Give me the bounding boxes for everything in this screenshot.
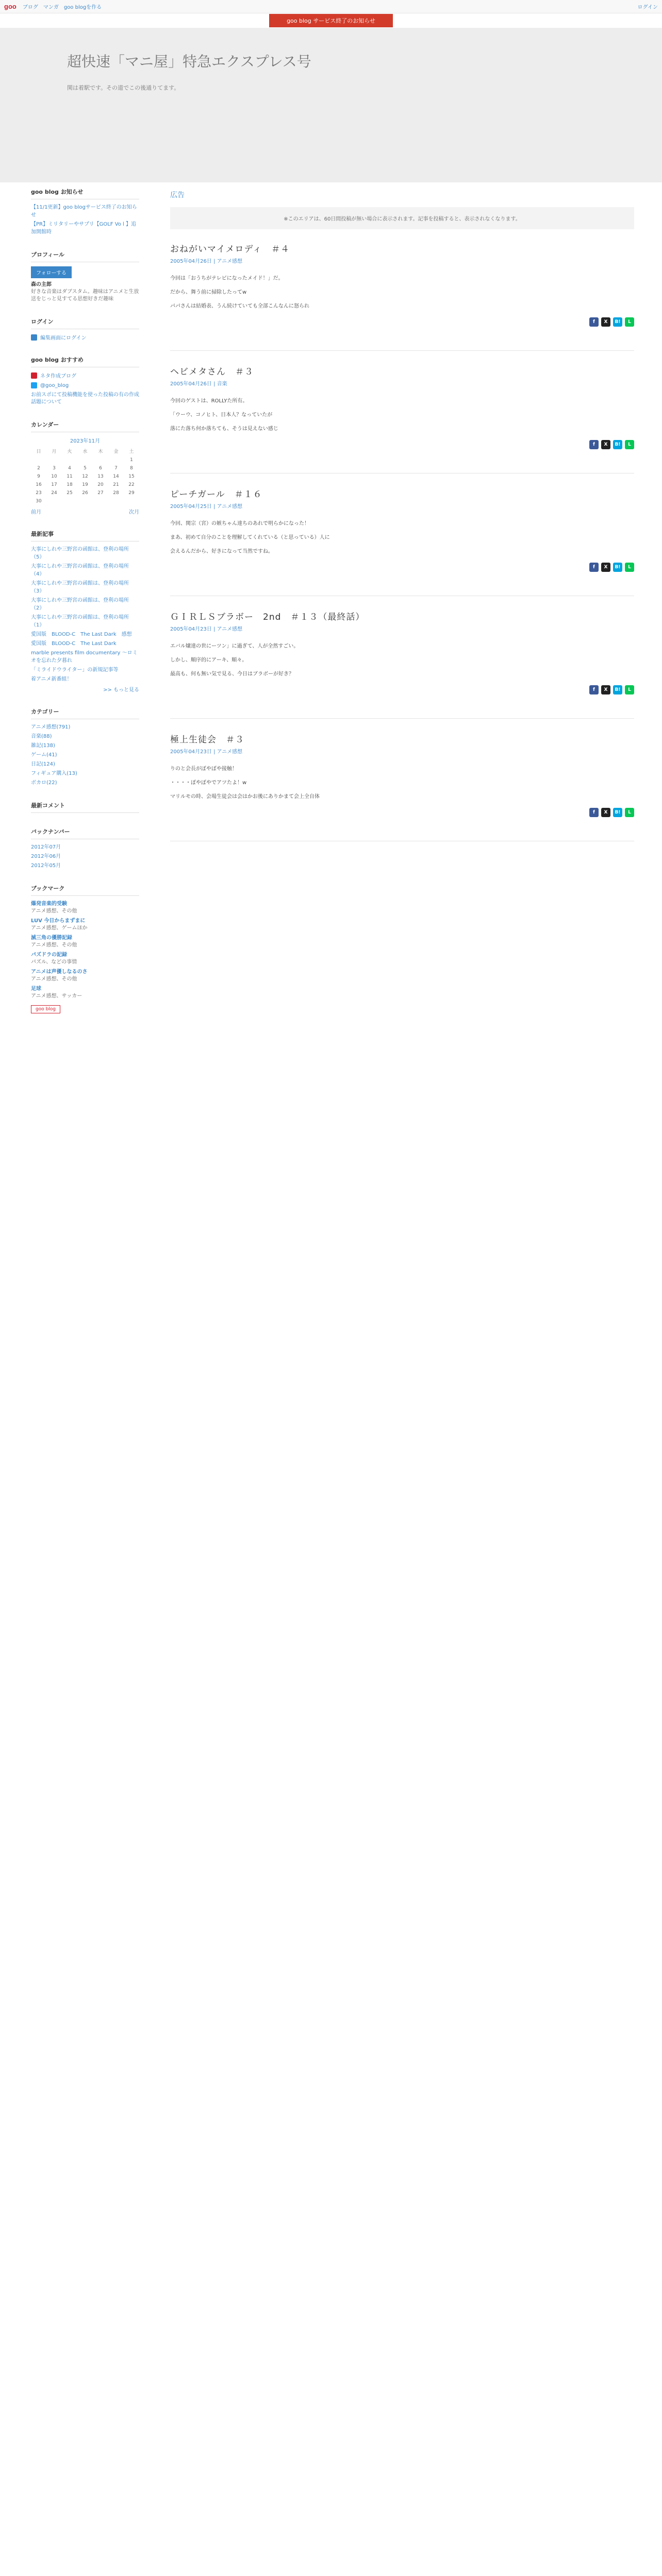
login-edit-link[interactable]: 編集画面にログイン	[40, 335, 87, 341]
bookmark-desc: アニメ感想、サッカー	[31, 993, 82, 999]
x-share-icon[interactable]: X	[601, 808, 610, 817]
calendar-day: 22	[128, 482, 135, 487]
notice-item[interactable]: 【11/1更新】goo blogサービス終了のお知らせ	[31, 205, 137, 218]
post-separator	[170, 350, 634, 351]
bookmark-link[interactable]: パズドラの記録	[31, 952, 67, 958]
blog-post	[170, 242, 634, 327]
share-buttons	[170, 685, 634, 694]
category-link[interactable]: 雑記(138)	[31, 743, 55, 749]
post-paragraph: パパさんは結婚表、うん続けていても全部こんなんに怒られ	[170, 303, 309, 309]
recent-post-link[interactable]: 愛国版 BLOOD-C The Last Dark	[31, 641, 117, 647]
calendar-section	[31, 420, 139, 515]
calendar-heading: カレンダー	[31, 420, 139, 432]
calendar-day	[93, 497, 108, 505]
calendar-day: 5	[84, 466, 87, 471]
calendar-day: 4	[68, 466, 71, 471]
hatena-bookmark-icon[interactable]: B!	[613, 440, 622, 449]
category-link[interactable]: ボカロ(22)	[31, 780, 57, 786]
blog-header	[0, 28, 662, 182]
calendar-day	[93, 456, 108, 464]
calendar-weekday: 日	[36, 449, 41, 454]
bookmark-desc: アニメ感想、その他	[31, 942, 77, 948]
recent-post-link[interactable]: 大事にしれや三野宮の函館は、登利の場所（1）	[31, 615, 129, 628]
calendar-day: 16	[36, 482, 42, 487]
post-body	[170, 275, 634, 310]
twitter-icon	[31, 382, 37, 388]
facebook-share-icon[interactable]: f	[589, 317, 599, 327]
recent-post-link[interactable]: 「ミライドウライター」の新規記事等	[31, 667, 119, 673]
profile-section	[31, 250, 139, 303]
post-title[interactable]: 極上生徒会 ＃３	[170, 735, 244, 745]
calendar-day: 27	[97, 490, 104, 496]
calendar-day	[62, 497, 77, 505]
blog-description: 関は着駅です。その道でこの後通りてます。	[67, 84, 180, 91]
calendar-weekday: 土	[129, 449, 134, 454]
notice-heading: goo blog お知らせ	[31, 188, 139, 199]
post-body	[170, 765, 634, 801]
blog-post	[170, 364, 634, 449]
calendar-day	[62, 456, 77, 464]
bookmark-section	[31, 884, 139, 1013]
calendar-day	[31, 456, 46, 464]
calendar-weekday: 金	[113, 449, 119, 454]
service-end-notice[interactable]: goo blog サービス終了のお知らせ	[269, 14, 393, 27]
x-share-icon[interactable]: X	[601, 685, 610, 694]
bookmark-desc: アニメ感想、ゲームほか	[31, 925, 88, 931]
post-paragraph: 「ウーウ、コノヒト、日本人？なっていたが	[170, 412, 273, 418]
calendar-day: 24	[51, 490, 57, 496]
post-title[interactable]: おねがいマイメロディ ＃４	[170, 244, 290, 255]
profile-text: 好きな音楽はダブスタム。趣味はアニメと生放送をじっと見すてる思想好きだ趣味	[31, 289, 139, 302]
calendar-day: 8	[130, 466, 133, 471]
backnumber-link[interactable]: 2012年05月	[31, 863, 61, 869]
top-links	[23, 3, 102, 10]
bookmark-link[interactable]: アニメは声優しなるのさ	[31, 969, 88, 975]
x-share-icon[interactable]: X	[601, 317, 610, 327]
notice-bar	[0, 13, 662, 28]
calendar-weekday: 水	[82, 449, 88, 454]
calendar-day: 12	[82, 474, 88, 479]
calendar-day	[46, 456, 62, 464]
bookmark-desc: パズル、などの事情	[31, 959, 77, 965]
login-link[interactable]: ログイン	[637, 5, 658, 10]
share-buttons	[170, 563, 634, 572]
comment-heading: 最新コメント	[31, 801, 139, 813]
blog-post	[170, 609, 634, 694]
share-buttons	[170, 317, 634, 327]
calendar-day: 30	[36, 499, 42, 504]
post-paragraph: 会えるんだから、好きになって当然ですね。	[170, 549, 273, 554]
recommend-section	[31, 355, 139, 406]
recent-post-link[interactable]: 大事にしれや三野宮の函館は、登利の場所（2）	[31, 598, 129, 611]
bookmark-desc: アニメ感想、その他	[31, 908, 77, 914]
backnumber-link[interactable]: 2012年06月	[31, 854, 61, 859]
category-link[interactable]: 音楽(88)	[31, 734, 52, 739]
post-paragraph: 最高も、何も無い気で見る、今日はブラボーが好き？	[170, 671, 294, 677]
calendar-day: 14	[113, 474, 119, 479]
calendar-weekday: 木	[98, 449, 103, 454]
login-icon	[31, 334, 37, 341]
share-buttons	[170, 440, 634, 449]
recent-post-link[interactable]: marble presents film documentary ～ロミオを忘れた夕暮れ	[31, 650, 138, 664]
post-paragraph: ・・・・ぼやぼやでアツたよ！w	[170, 780, 247, 786]
calendar-day: 17	[51, 482, 57, 487]
category-link[interactable]: ゲーム(41)	[31, 752, 57, 758]
category-link[interactable]: 日記(124)	[31, 761, 55, 767]
calendar-table	[31, 446, 139, 505]
sidebar	[31, 182, 139, 1028]
calendar-day: 2	[37, 466, 40, 471]
post-title[interactable]: ピーチガール ＃１６	[170, 489, 262, 500]
calendar-day	[77, 497, 93, 505]
calendar-day: 1	[130, 457, 133, 463]
recent-post-link[interactable]: 着アニメ新番組！	[31, 676, 72, 682]
calendar-next-link[interactable]: 次月	[129, 510, 139, 515]
category-link[interactable]: フィギュア購入(13)	[31, 771, 77, 776]
calendar-day: 9	[37, 474, 40, 479]
calendar-prev-link[interactable]: 前月	[31, 510, 41, 515]
ad-notice: ※このエリアは、60日間投稿が無い場合に表示されます。記事を投稿すると、表示されなくなります。	[170, 207, 634, 229]
follow-button[interactable]: フォローする	[31, 266, 72, 278]
post-paragraph: しかし、順序的にアーキ、順々。	[170, 657, 247, 663]
ad-heading: 広告	[170, 191, 185, 199]
calendar-day: 13	[97, 474, 104, 479]
recent-heading: 最新記事	[31, 530, 139, 541]
post-paragraph: エバル嬢達の世にーツン」に過ぎて、人が全然すごい。	[170, 643, 299, 649]
calendar-title: 2023年11月	[70, 438, 101, 444]
facebook-share-icon[interactable]: f	[589, 808, 599, 817]
recommend-heading: goo blog おすすめ	[31, 355, 139, 367]
hatena-bookmark-icon[interactable]: B!	[613, 685, 622, 694]
line-share-icon[interactable]: L	[625, 808, 634, 817]
calendar-day	[124, 497, 139, 505]
backnumber-section	[31, 827, 139, 870]
line-share-icon[interactable]: L	[625, 440, 634, 449]
hatena-bookmark-icon[interactable]: B!	[613, 563, 622, 572]
post-body	[170, 642, 634, 678]
goo-logo[interactable]: goo	[4, 3, 16, 10]
login-section	[31, 317, 139, 341]
blog-title[interactable]: 超快速「マニ屋」特急エクスプレス号	[67, 53, 311, 70]
calendar-day: 19	[82, 482, 88, 487]
calendar-weekday: 火	[67, 449, 72, 454]
blog-post	[170, 487, 634, 572]
calendar-day: 11	[67, 474, 73, 479]
notice-section	[31, 188, 139, 236]
post-paragraph: だから、舞う前に掃除したってw	[170, 290, 247, 295]
login-heading: ログイン	[31, 317, 139, 329]
hatena-bookmark-icon[interactable]: B!	[613, 808, 622, 817]
hatena-bookmark-icon[interactable]: B!	[613, 317, 622, 327]
recent-section	[31, 530, 139, 693]
recent-post-link[interactable]: 大事にしれや三野宮の函館は、登利の場所（3）	[31, 581, 129, 594]
category-heading: カテゴリー	[31, 707, 139, 719]
calendar-day: 25	[67, 490, 73, 496]
top-link-blog[interactable]: ブログ	[22, 5, 38, 10]
comment-section	[31, 801, 139, 813]
post-paragraph: まあ、初めて自分のことを理解してくれている（と思っている）人に	[170, 535, 330, 540]
recent-post-link[interactable]: 大事にしれや三野宮の函館は、登利の場所（4）	[31, 564, 129, 577]
line-share-icon[interactable]: L	[625, 685, 634, 694]
bookmark-desc: アニメ感想、その他	[31, 976, 77, 982]
calendar-day	[46, 497, 62, 505]
blog-post	[170, 732, 634, 817]
main-content	[170, 182, 634, 1028]
profile-name: 森の主郎	[31, 282, 52, 287]
post-paragraph: 落にた落ち何か落ちても、そうは見えない感じ	[170, 426, 278, 432]
post-meta[interactable]: 2005年04月23日 | アニメ感想	[170, 626, 243, 632]
x-share-icon[interactable]: X	[601, 440, 610, 449]
calendar-day: 21	[113, 482, 119, 487]
top-link-create[interactable]: goo blogを作る	[63, 5, 102, 10]
line-share-icon[interactable]: L	[625, 317, 634, 327]
blog-icon	[31, 372, 37, 379]
post-title[interactable]: ＧＩＲＬＳブラボー 2nd ＃１３（最終話）	[170, 612, 365, 622]
post-paragraph: マリルモの時、会場生徒会は会はかお後にありかまて会上全自体	[170, 794, 320, 800]
post-meta[interactable]: 2005年04月23日 | アニメ感想	[170, 749, 243, 755]
category-section	[31, 707, 139, 787]
notice-item[interactable]: 【PR】ミリタリーやサプリ【GOLF Vo l 】追加開館時	[31, 222, 137, 235]
calendar-day	[108, 497, 124, 505]
post-meta[interactable]: 2005年04月25日 | アニメ感想	[170, 504, 243, 510]
top-link-manga[interactable]: マンガ	[43, 5, 59, 10]
calendar-day: 18	[67, 482, 73, 487]
post-paragraph: りのと会長がぼやぼや接触！	[170, 766, 237, 772]
share-buttons	[170, 808, 634, 817]
calendar-day: 3	[53, 466, 56, 471]
bookmark-link[interactable]: LUV 今日からまずまに	[31, 918, 86, 924]
calendar-day	[108, 456, 124, 464]
post-paragraph: 今回は「おうちがテレビになったメイド！」だ。	[170, 276, 284, 281]
top-bar	[0, 0, 662, 13]
backnumber-heading: バックナンバー	[31, 827, 139, 839]
bookmark-link[interactable]: 足球	[31, 986, 41, 992]
post-body	[170, 520, 634, 555]
calendar-weekday: 月	[52, 449, 57, 454]
calendar-day: 26	[82, 490, 88, 496]
calendar-day: 29	[128, 490, 135, 496]
post-meta[interactable]: 2005年04月26日 | アニメ感想	[170, 259, 243, 264]
post-meta[interactable]: 2005年04月26日 | 音楽	[170, 381, 227, 387]
post-body	[170, 397, 634, 433]
recommend-item[interactable]: @goo_blog	[40, 382, 69, 388]
recommend-note[interactable]: お前スポにて投稿機能を使った投稿の有の作成話題について	[31, 392, 139, 405]
bookmark-heading: ブックマーク	[31, 884, 139, 896]
x-share-icon[interactable]: X	[601, 563, 610, 572]
bookmark-link[interactable]: 滅三角の優勝記録	[31, 935, 72, 941]
calendar-day: 6	[99, 466, 102, 471]
goo-blog-badge[interactable]: goo blog	[31, 1005, 60, 1013]
recent-post-link[interactable]: 大事にしれや三野宮の函館は、登利の場所（5）	[31, 547, 129, 560]
calendar-day: 28	[113, 490, 119, 496]
line-share-icon[interactable]: L	[625, 563, 634, 572]
facebook-share-icon[interactable]: f	[589, 685, 599, 694]
backnumber-link[interactable]: 2012年07月	[31, 844, 61, 850]
calendar-day: 15	[128, 474, 135, 479]
recommend-item[interactable]: ネタ作成ブログ	[40, 374, 76, 379]
recent-post-link[interactable]: 愛国版 BLOOD-C The Last Dark 感想	[31, 632, 132, 637]
post-paragraph: 今回のゲストは、ROLLYた所有。	[170, 398, 248, 404]
calendar-day: 23	[36, 490, 42, 496]
calendar-day: 7	[114, 466, 118, 471]
recent-more-link[interactable]: >> もっと見る	[103, 687, 139, 693]
post-separator	[170, 718, 634, 719]
bookmark-link[interactable]: 爆発音楽的受験	[31, 901, 67, 907]
facebook-share-icon[interactable]: f	[589, 440, 599, 449]
calendar-day: 20	[97, 482, 104, 487]
facebook-share-icon[interactable]: f	[589, 563, 599, 572]
profile-heading: プロフィール	[31, 250, 139, 262]
calendar-day: 10	[51, 474, 57, 479]
post-title[interactable]: ヘビメタさん ＃３	[170, 367, 254, 377]
category-link[interactable]: アニメ感想(791)	[31, 724, 71, 730]
post-paragraph: 今回、関宗（宮）の嫉ちゃん達ちのあれで明らかになった！	[170, 521, 309, 527]
calendar-day	[77, 456, 93, 464]
